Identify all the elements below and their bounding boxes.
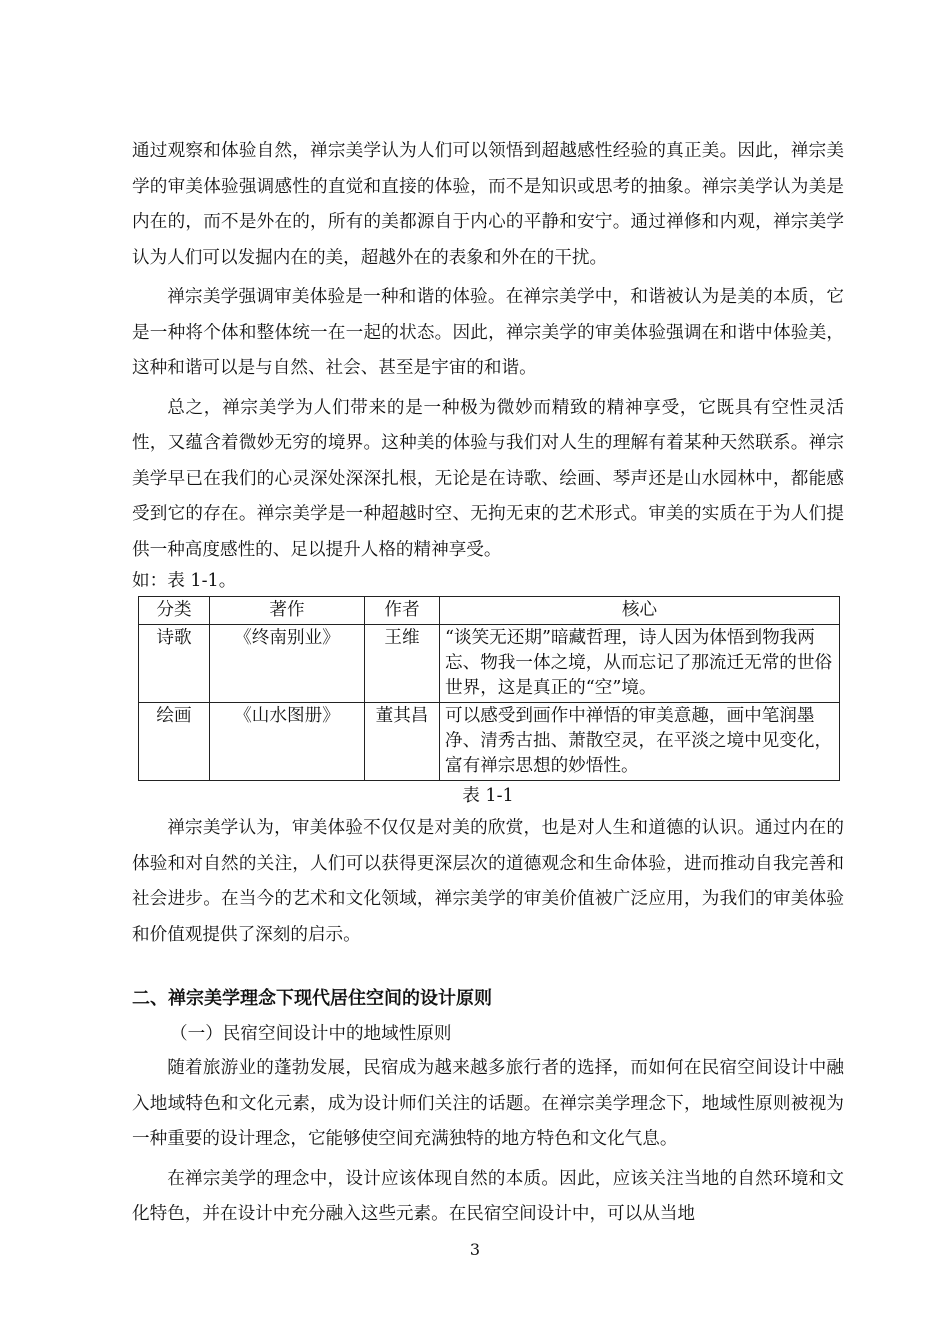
cell-work: 《山水图册》 [210,703,365,781]
table-row [139,703,840,781]
cell-work: 《终南别业》 [210,625,365,703]
cell-core: 可以感受到画作中禅悟的审美意趣，画中笔润墨净、清秀古拙、萧散空灵，在平淡之境中见变化，富有禅宗思想的妙悟性。 [440,703,840,781]
table-row [139,625,840,703]
header-author: 作者 [365,597,440,625]
page-content [132,134,844,1233]
table-intro: 如：表 1-1。 [132,571,237,591]
table-caption: 表 1-1 [462,786,514,806]
table-header-row [139,597,840,625]
cell-category: 绘画 [139,703,210,781]
page-number: 3 [469,1240,481,1259]
cell-author: 王维 [365,625,440,703]
table-1-1 [138,596,840,781]
header-work: 著作 [210,597,365,625]
body-paragraph-4: 随着旅游业的蓬勃发展，民宿成为越来越多旅行者的选择，而如何在民宿空间设计中融入地域特色和文化元素，成为设计师们关注的话题。在禅宗美学理念下，地域性原则被视为一种重要的设计理念，它能够使空间充满独特的地方特色和文化气息。 [132,1058,844,1149]
cell-core: “谈笑无还期”暗藏哲理，诗人因为体悟到物我两忘、物我一体之境，从而忘记了那流迁无常的世俗世界，这是真正的“空”境。 [440,625,840,703]
header-core: 核心 [440,597,840,625]
body-paragraph-after-table: 禅宗美学认为，审美体验不仅仅是对美的欣赏，也是对人生和道德的认识。通过内在的体验和对自然的关注，人们可以获得更深层次的道德观念和生命体验，进而推动自我完善和社会进步。在当今的艺术和文化领域，禅宗美学的审美价值被广泛应用，为我们的审美体验和价值观提供了深刻的启示。 [132,818,844,945]
header-category: 分类 [139,597,210,625]
body-paragraph-2: 禅宗美学强调审美体验是一种和谐的体验。在禅宗美学中，和谐被认为是美的本质，它是一种将个体和整体统一在一起的状态。因此，禅宗美学的审美体验强调在和谐中体验美，这种和谐可以是与自然、社会、甚至是宇宙的和谐。 [132,287,844,378]
body-paragraph-5: 在禅宗美学的理念中，设计应该体现自然的本质。因此，应该关注当地的自然环境和文化特色，并在设计中充分融入这些元素。在民宿空间设计中，可以从当地 [132,1168,844,1224]
cell-category: 诗歌 [139,625,210,703]
subsection-heading: （一）民宿空间设计中的地域性原则 [170,1024,452,1044]
cell-author: 董其昌 [365,703,440,781]
body-paragraph-1: 通过观察和体验自然，禅宗美学认为人们可以领悟到超越感性经验的真正美。因此，禅宗美学的审美体验强调感性的直觉和直接的体验，而不是知识或思考的抽象。禅宗美学认为美是内在的，而不是外在的，所有的美都源自于内心的平静和安宁。通过禅修和内观，禅宗美学认为人们可以发掘内在的美，超越外在的表象和外在的干扰。 [132,141,844,268]
section-heading: 二、禅宗美学理念下现代居住空间的设计原则 [132,988,492,1009]
body-paragraph-3: 总之，禅宗美学为人们带来的是一种极为微妙而精致的精神享受，它既具有空性灵活性，又蕴含着微妙无穷的境界。这种美的体验与我们对人生的理解有着某种天然联系。禅宗美学早已在我们的心灵深处深深扎根，无论是在诗歌、绘画、琴声还是山水园林中，都能感受到它的存在。禅宗美学是一种超越时空、无拘无束的艺术形式。审美的实质在于为人们提供一种高度感性的、足以提升人格的精神享受。 [132,397,844,560]
